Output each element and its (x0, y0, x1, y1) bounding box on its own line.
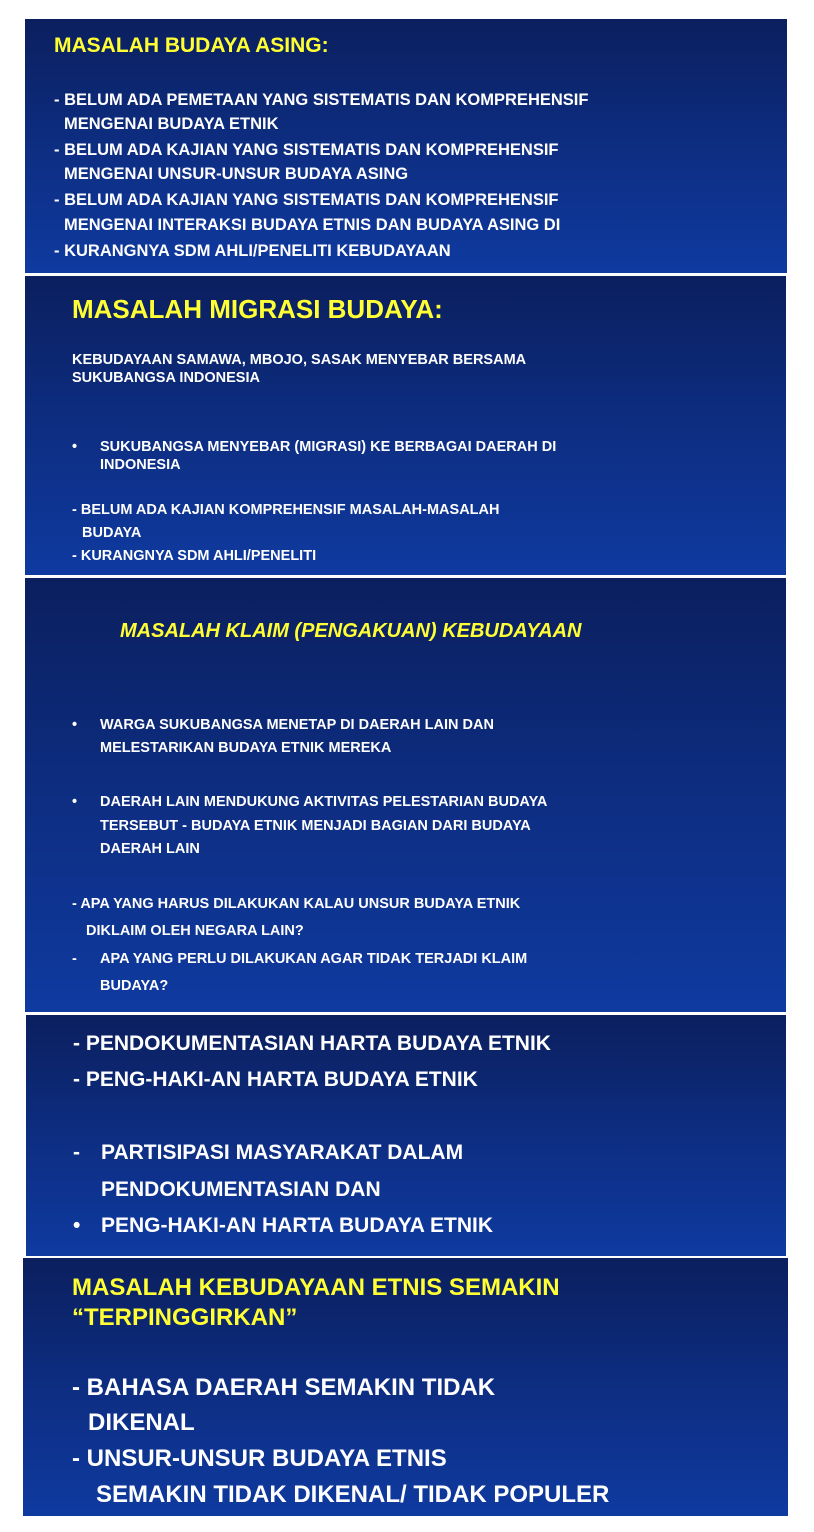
text-line: MENGENAI INTERAKSI BUDAYA ETNIS DAN BUDAYA ASING DI (64, 216, 561, 234)
bullet: • (73, 1214, 81, 1237)
text-line: SEMAKIN TIDAK DIKENAL/ TIDAK POPULER (96, 1481, 610, 1508)
bullet: • (72, 717, 78, 733)
text-line: MELESTARIKAN BUDAYA ETNIK MEREKA (100, 740, 392, 756)
text-line: - APA YANG HARUS DILAKUKAN KALAU UNSUR BUDAYA ETNIK (72, 896, 521, 912)
slide-klaim-kebudayaan (25, 578, 786, 1012)
text-line: TERSEBUT - BUDAYA ETNIK MENJADI BAGIAN DARI BUDAYA (100, 818, 531, 834)
bullet: - (72, 951, 77, 967)
text-line: DIKLAIM OLEH NEGARA LAIN? (86, 923, 304, 939)
bullet: • (72, 794, 78, 810)
text-line: DAERAH LAIN (100, 841, 200, 857)
bullet: - (73, 1141, 80, 1164)
slide-terpinggirkan (23, 1258, 788, 1516)
text-line: - BAHASA DAERAH SEMAKIN TIDAK (72, 1374, 496, 1401)
text-line: - BELUM ADA KAJIAN KOMPREHENSIF MASALAH-MASALAH (72, 502, 500, 518)
text-line: - UNSUR-UNSUR BUDAYA ETNIS (72, 1445, 447, 1472)
text-line: - KURANGNYA SDM AHLI/PENELITI KEBUDAYAAN (54, 242, 451, 260)
text-line: SUKUBANGSA MENYEBAR (MIGRASI) KE BERBAGAI DAERAH DI (100, 439, 557, 455)
slide-title: MASALAH BUDAYA ASING: (54, 34, 329, 57)
text-line: WARGA SUKUBANGSA MENETAP DI DAERAH LAIN DAN (100, 717, 494, 733)
text-line: - PENG-HAKI-AN HARTA BUDAYA ETNIK (73, 1068, 478, 1091)
slide-migrasi-budaya (25, 276, 786, 575)
text-line: BUDAYA (82, 525, 142, 541)
bullet: • (72, 439, 78, 455)
slide-title: MASALAH KEBUDAYAAN ETNIS SEMAKIN (72, 1274, 560, 1301)
text-line: BUDAYA? (100, 978, 169, 994)
text-line: PARTISIPASI MASYARAKAT DALAM (101, 1141, 464, 1164)
text-line: PENG-HAKI-AN HARTA BUDAYA ETNIK (101, 1214, 494, 1237)
text-line: - KURANGNYA SDM AHLI/PENELITI (72, 548, 317, 564)
text-line: DIKENAL (88, 1409, 195, 1436)
slide-budaya-asing (25, 19, 787, 273)
text-line: - BELUM ADA KAJIAN YANG SISTEMATIS DAN KOMPREHENSIF (54, 191, 559, 209)
text-line: MENGENAI BUDAYA ETNIK (64, 115, 279, 133)
slide-pendokumentasian (26, 1015, 786, 1256)
text-line: - BELUM ADA PEMETAAN YANG SISTEMATIS DAN KOMPREHENSIF (54, 91, 589, 109)
text-line: SUKUBANGSA INDONESIA (72, 370, 260, 386)
text-line: PENDOKUMENTASIAN DAN (101, 1178, 381, 1201)
slide-title: MASALAH KLAIM (PENGAKUAN) KEBUDAYAAN (120, 620, 582, 642)
text-line: APA YANG PERLU DILAKUKAN AGAR TIDAK TERJADI KLAIM (100, 951, 528, 967)
text-line: DAERAH LAIN MENDUKUNG AKTIVITAS PELESTARIAN BUDAYA (100, 794, 548, 810)
text-line: MENGENAI UNSUR-UNSUR BUDAYA ASING (64, 165, 409, 183)
text-line: - PENDOKUMENTASIAN HARTA BUDAYA ETNIK (73, 1032, 551, 1055)
slide-title: MASALAH MIGRASI BUDAYA: (72, 294, 443, 324)
slide-title: “TERPINGGIRKAN” (72, 1304, 298, 1331)
text-line: KEBUDAYAAN SAMAWA, MBOJO, SASAK MENYEBAR BERSAMA (72, 352, 527, 368)
text-line: INDONESIA (100, 457, 181, 473)
text-line: - BELUM ADA KAJIAN YANG SISTEMATIS DAN KOMPREHENSIF (54, 141, 559, 159)
